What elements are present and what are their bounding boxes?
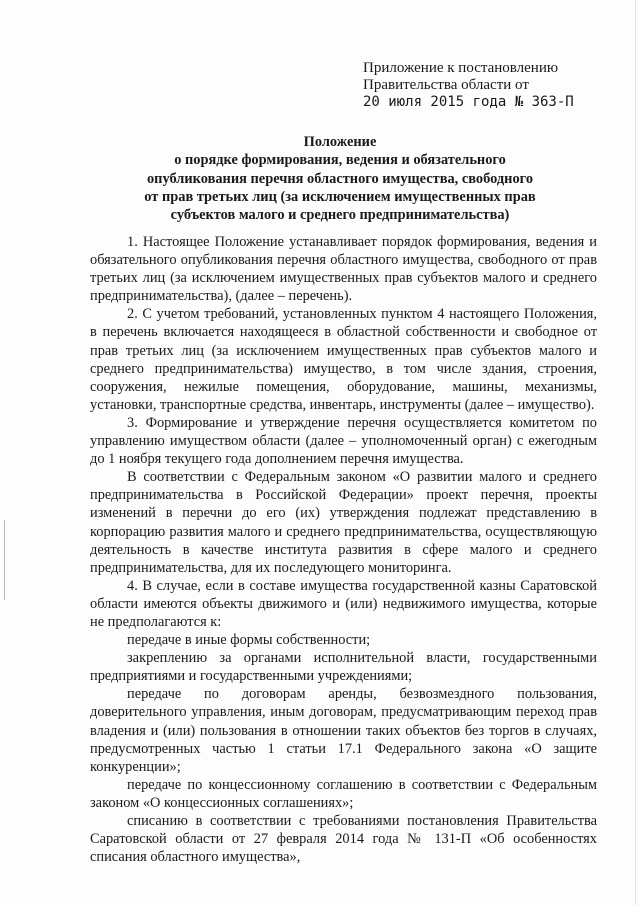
title-line-5: субъектов малого и среднего предпринимательства) [170, 207, 510, 224]
paragraph-4: В соответствии с Федеральным законом «О развитии малого и среднего предпринимательства в Российской Федерации» проект перечня, проекты изменений в перечни до его (их) утверждения подлежат представлению в корпорацию развития малого и среднего предпринимательства, осуществляющую деятельность в качестве института развития в сфере малого и среднего предпринимательства, для их последующего мониторинга. [90, 469, 597, 576]
paragraph-1: 1. Настоящее Положение устанавливает порядок формирования, ведения и обязательного опубликования перечня областного имущества, свободного от прав третьих лиц (за исключением имущественных прав субъектов малого и среднего предпринимательства), (далее – перечень). [90, 234, 597, 305]
paragraph-9: передаче по концессионному соглашению в соответствии с Федеральным законом «О концессионных соглашениях»; [90, 776, 597, 811]
paragraph-6: передаче в иные формы собственности; [127, 632, 371, 649]
title-line-3: опубликования перечня областного имущества, свободного [146, 170, 534, 187]
scan-edge-left [4, 520, 5, 600]
appendix-line-3: 20 июля 2015 года № 363-П [363, 94, 574, 110]
title-line-1: Положение [303, 134, 377, 150]
paragraph-3: 3. Формирование и утверждение перечня осуществляется комитетом по управлению имуществом области (далее – уполномоченный орган) с ежегодным до 1 ноября текущего года дополнением перечня имущества. [90, 414, 597, 468]
document-title [80, 133, 600, 224]
paragraph-8: передаче по договорам аренды, безвозмездного пользования, доверительного управления, иным договорам, предусматривающим переход прав владения и (или) пользования в отношении таких объектов без торгов в случаях, предусмотренных частью 1 статьи 17.1 Федерального закона «О защите конкуренции»; [90, 686, 597, 775]
appendix-line-2: Правительства области от [363, 77, 529, 93]
document-body [90, 233, 597, 866]
scan-edge-right [635, 0, 636, 905]
paragraph-5: 4. В случае, если в составе имущества государственной казны Саратовской области имеются объекты движимого и (или) недвижимого имущества, которые не предполагаются к: [90, 577, 597, 630]
title-line-2: о порядке формирования, ведения и обязательного [174, 152, 506, 169]
paragraph-7: закреплению за органами исполнительной власти, государственными предприятиями и государственными учреждениями; [90, 650, 597, 685]
title-line-4: от прав третьих лиц (за исключением имущественных прав [144, 188, 536, 205]
paragraph-10: списанию в соответствии с требованиями постановления Правительства Саратовской области от 27 февраля 2014 года № 131-П «Об особенностях списания областного имущества», [90, 813, 597, 866]
appendix-header [363, 60, 574, 111]
paragraph-2: 2. С учетом требований, установленных пунктом 4 настоящего Положения, в перечень включается находящееся в областной собственности и свободное от прав третьих лиц (за исключением имущественных прав субъектов малого и среднего предпринимательства) имущество, в том числе здания, строения, сооружения, нежилые помещения, оборудование, машины, механизмы, установки, транспортные средства, инвентарь, инструменты (далее – имущество). [90, 306, 597, 413]
appendix-line-1: Приложение к постановлению [363, 60, 559, 76]
